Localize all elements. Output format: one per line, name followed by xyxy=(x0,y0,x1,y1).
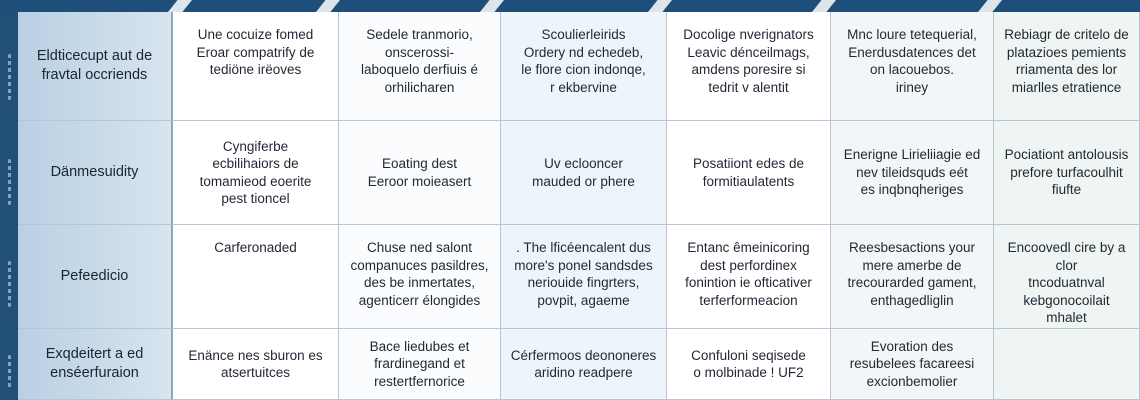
cell-text: Carferonaded xyxy=(214,240,297,255)
banner-divider xyxy=(168,0,192,12)
table-cell xyxy=(173,329,339,400)
row-header xyxy=(18,225,173,329)
cell-text: Une cocuize fomed Eroar compatrify de tediöne irëoves xyxy=(196,27,315,77)
cell-text: Chuse ned salont companuces pasildres, des be inmertates, agenticerr élongides xyxy=(350,240,489,308)
cell-text: Posatiiont edes de formitiaulatents xyxy=(692,156,805,189)
comparison-table xyxy=(18,12,1140,400)
row-header-label: Eldticecupt aut de fravtal occriends xyxy=(36,48,153,83)
table-cell xyxy=(667,121,831,225)
side-tab-marker xyxy=(0,244,18,324)
row-header-label: Exqdeitert a ed enséerfuraion xyxy=(45,346,144,381)
table-cell xyxy=(501,121,667,225)
table-cell xyxy=(994,225,1140,329)
table-cell xyxy=(501,225,667,329)
table-cell xyxy=(831,225,994,329)
cell-text: Cérfermoos deononeres aridino readpere xyxy=(510,347,657,380)
cell-text: Confuloni seqisede o molbinade ! UF2 xyxy=(691,347,806,380)
table-cell xyxy=(173,225,339,329)
table-cell xyxy=(994,12,1140,121)
table-cell xyxy=(994,121,1140,225)
table-cell xyxy=(667,329,831,400)
cell-text: Pociationt antolousis prefore turfacoulhit fiufte xyxy=(1004,147,1129,198)
table-cell xyxy=(831,121,994,225)
top-banner xyxy=(0,0,1140,12)
row-header xyxy=(18,12,173,121)
banner-divider xyxy=(648,0,672,12)
table-cell xyxy=(339,329,501,400)
row-header xyxy=(18,329,173,400)
cell-text: Evoration des resubelees facareesi excionbemolier xyxy=(849,338,975,389)
table-cell xyxy=(667,225,831,329)
cell-text: Mnc loure tetequerial, Enerdusdatences det on lacouebos. iriney xyxy=(847,27,977,95)
table-cell xyxy=(994,329,1140,400)
cell-text: Enerigne Lirieliiagie ed nev tileidsquds eét es inqbnqheriges xyxy=(843,147,981,198)
cell-text: Rebiagr de critelo de platazioes pemients rriamenta des lor miarlles etratience xyxy=(1004,27,1129,95)
row-header xyxy=(18,121,173,225)
side-tab-marker xyxy=(0,347,18,397)
table-cell xyxy=(831,329,994,400)
cell-text: Scoulierleirids Ordery nd echedeb, le flore cion indonqe, r ekbervine xyxy=(521,27,646,95)
table-cell xyxy=(339,121,501,225)
cell-text: Eoating dest Eeroor moieasert xyxy=(367,156,472,189)
banner-divider xyxy=(978,0,1002,12)
cell-text: Entanc êmeinicoring dest perfordinex fonintion ie ofticativer terferformeacion xyxy=(685,240,812,308)
banner-divider xyxy=(316,0,340,12)
row-header-label: Pefeedicio xyxy=(60,268,129,284)
table-cell xyxy=(501,12,667,121)
table-cell xyxy=(667,12,831,121)
row-header-label: Dänmesuidity xyxy=(50,164,139,180)
table-cell xyxy=(173,121,339,225)
table-cell xyxy=(339,12,501,121)
cell-text: Enänce nes sburon es atsertuitces xyxy=(188,347,323,380)
cell-text: Uv eclooncer mauded or phere xyxy=(532,156,635,189)
side-tab-marker xyxy=(0,32,18,122)
banner-divider xyxy=(480,0,504,12)
cell-text: . The lficéencalent dus more's ponel sandsdes neriouide fingrters, povpit, agaeme xyxy=(514,240,653,308)
cell-text: Cyngiferbe ecbilihaiors de tomamieod eoerite pest tioncel xyxy=(199,138,312,206)
side-strip xyxy=(0,12,18,400)
banner-divider xyxy=(812,0,836,12)
cell-text: Encoovedl cire by a clor tncoduatnval kebgonocoilait mhalet xyxy=(1007,240,1126,325)
cell-text: Bace liedubes et frardinegand et restertfernorice xyxy=(369,338,470,389)
table-cell xyxy=(173,12,339,121)
table-cell xyxy=(339,225,501,329)
cell-text: Sedele tranmorio, onscerossi- laboquelo derfiuis é orhilicharen xyxy=(360,27,479,95)
side-tab-marker xyxy=(0,142,18,222)
table-cell xyxy=(501,329,667,400)
table-cell xyxy=(831,12,994,121)
cell-text: Reesbesactions your mere amerbe de trecourarded gament, enthagedliglin xyxy=(847,240,977,308)
cell-text: Docolige nverignators Leavic dénceilmags, amdens poresire si tedrit v alentit xyxy=(683,27,814,95)
